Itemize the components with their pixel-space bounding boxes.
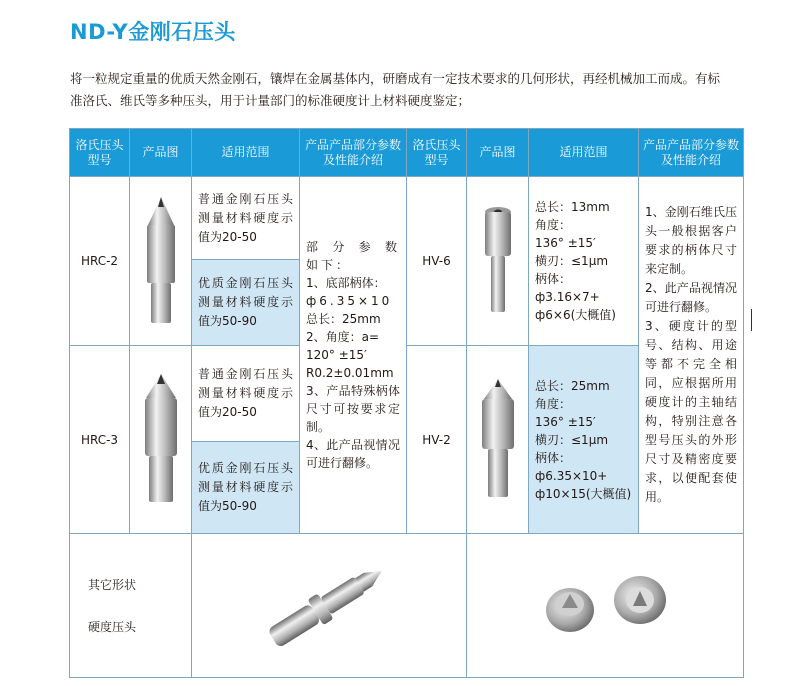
header-right-image: 产品图 (467, 129, 529, 177)
margin-mark (751, 309, 752, 331)
hv6-param-line: ф3.16×7+ (535, 290, 600, 304)
header-right-range: 适用范围 (529, 129, 639, 177)
hv2-param-line: ф6.35×10+ (535, 468, 608, 483)
rockwell-param-line: 2、角度：a= (306, 330, 380, 344)
hv6-params (529, 177, 639, 346)
hv6-param-line: 横刃：≤1μm (535, 254, 609, 268)
hv6-product-image (467, 177, 529, 346)
table-row-other-shapes (70, 534, 744, 678)
rockwell-param-line: 总长：25mm (306, 312, 381, 326)
header-left-image: 产品图 (130, 129, 192, 177)
hv2-param-line: 横刃：≤1μm (535, 432, 609, 447)
model-hv2: HV-2 (407, 346, 467, 534)
other-shapes-line1: 其它形状 (88, 577, 137, 592)
header-right-model: 洛氏压头型号 (407, 129, 467, 177)
other-shapes-label (70, 534, 192, 678)
hv2-param-line: 柄体： (535, 450, 572, 465)
vickers-indenter-image (478, 200, 518, 320)
other-shapes-image-1 (192, 534, 467, 678)
vickers-intro-line: 1、金刚石维氏压头一般根据客户要求的柄体尺寸来定制。 (645, 205, 737, 276)
rockwell-param-line: 120° ±15′ (306, 348, 367, 362)
hrc2-product-image (130, 177, 192, 346)
hv6-param-line: 总长：13mm (535, 200, 610, 214)
model-hv6: HV-6 (407, 177, 467, 346)
other-shapes-line2: 硬度压头 (88, 619, 137, 634)
header-left-range: 适用范围 (192, 129, 300, 177)
intro-paragraph: 将一粒规定重量的优质天然金刚石，镶焊在金属基体内，研磨成有一定技术要求的几何形状，再经机械加工而成。有标准洛氏、维氏等多种压头，用于计量部门的标准硬度计上材料硬度鉴定； (70, 71, 721, 108)
header-right-params: 产品产品部分参数及性能介绍 (639, 129, 744, 177)
model-hrc2: HRC-2 (70, 177, 130, 346)
vickers-indenter-image (476, 373, 520, 503)
hv2-param-line: 总长：25mm (535, 378, 610, 393)
table-row (70, 177, 744, 260)
hv6-param-line: 角度： (535, 218, 572, 232)
other-shapes-image-2 (467, 534, 744, 678)
hv2-params (529, 346, 639, 534)
long-indenter-image (259, 549, 399, 659)
header-left-params: 产品产品部分参数及性能介绍 (300, 129, 407, 177)
rockwell-param-line: 1、底部柄体： (306, 276, 386, 290)
hv2-product-image (467, 346, 529, 534)
rockwell-params (300, 177, 407, 534)
hv6-param-line: 136° ±15′ (535, 236, 596, 250)
page-title: ND-Y金刚石压头 (70, 20, 236, 44)
table-header-row (70, 129, 744, 177)
hv2-param-line: 136° ±15′ (535, 414, 596, 429)
rockwell-indenter-image (138, 191, 184, 329)
vickers-intro-line: 3、硬度计的型号、结构、用途等都不完全相同，应根据所用硬度计的主轴结构，特别注意各型号压头的外形尺寸及精密度要求，以便配套使用。 (645, 319, 737, 504)
hv6-param-line: ф6×6(大概值) (535, 308, 616, 322)
hrc3-range-normal: 普通金刚石压头测量材料硬度示值为20-50 (192, 346, 300, 442)
rockwell-param-line: ф6.35×10 (306, 294, 393, 308)
vickers-intro-line: 2、此产品视情况可进行翻修。 (645, 281, 737, 314)
hrc2-range-premium: 优质金刚石压头测量材料硬度示值为50-90 (192, 260, 300, 346)
hrc2-range-normal: 普通金刚石压头测量材料硬度示值为20-50 (192, 177, 300, 260)
vickers-intro (639, 177, 744, 534)
rockwell-param-line: 3、产品特殊柄体尺寸可按要求定制。 (306, 384, 400, 434)
hv6-param-line: 柄体： (535, 272, 572, 286)
rockwell-param-line: 部 分 参 数 如下： (306, 240, 400, 272)
hv2-param-line: ф10×15(大概值) (535, 486, 632, 501)
model-hrc3: HRC-3 (70, 346, 130, 534)
header-left-model: 洛氏压头型号 (70, 129, 130, 177)
hrc3-product-image (130, 346, 192, 534)
rockwell-param-line: 4、此产品视情况可进行翻修。 (306, 438, 400, 470)
rockwell-param-line: R0.2±0.01mm (306, 366, 394, 380)
short-indenters-image (530, 564, 680, 644)
rockwell-indenter-image (138, 368, 184, 508)
hrc3-range-premium: 优质金刚石压头测量材料硬度示值为50-90 (192, 442, 300, 534)
indenter-spec-table (69, 128, 744, 678)
hv2-param-line: 角度： (535, 396, 572, 411)
